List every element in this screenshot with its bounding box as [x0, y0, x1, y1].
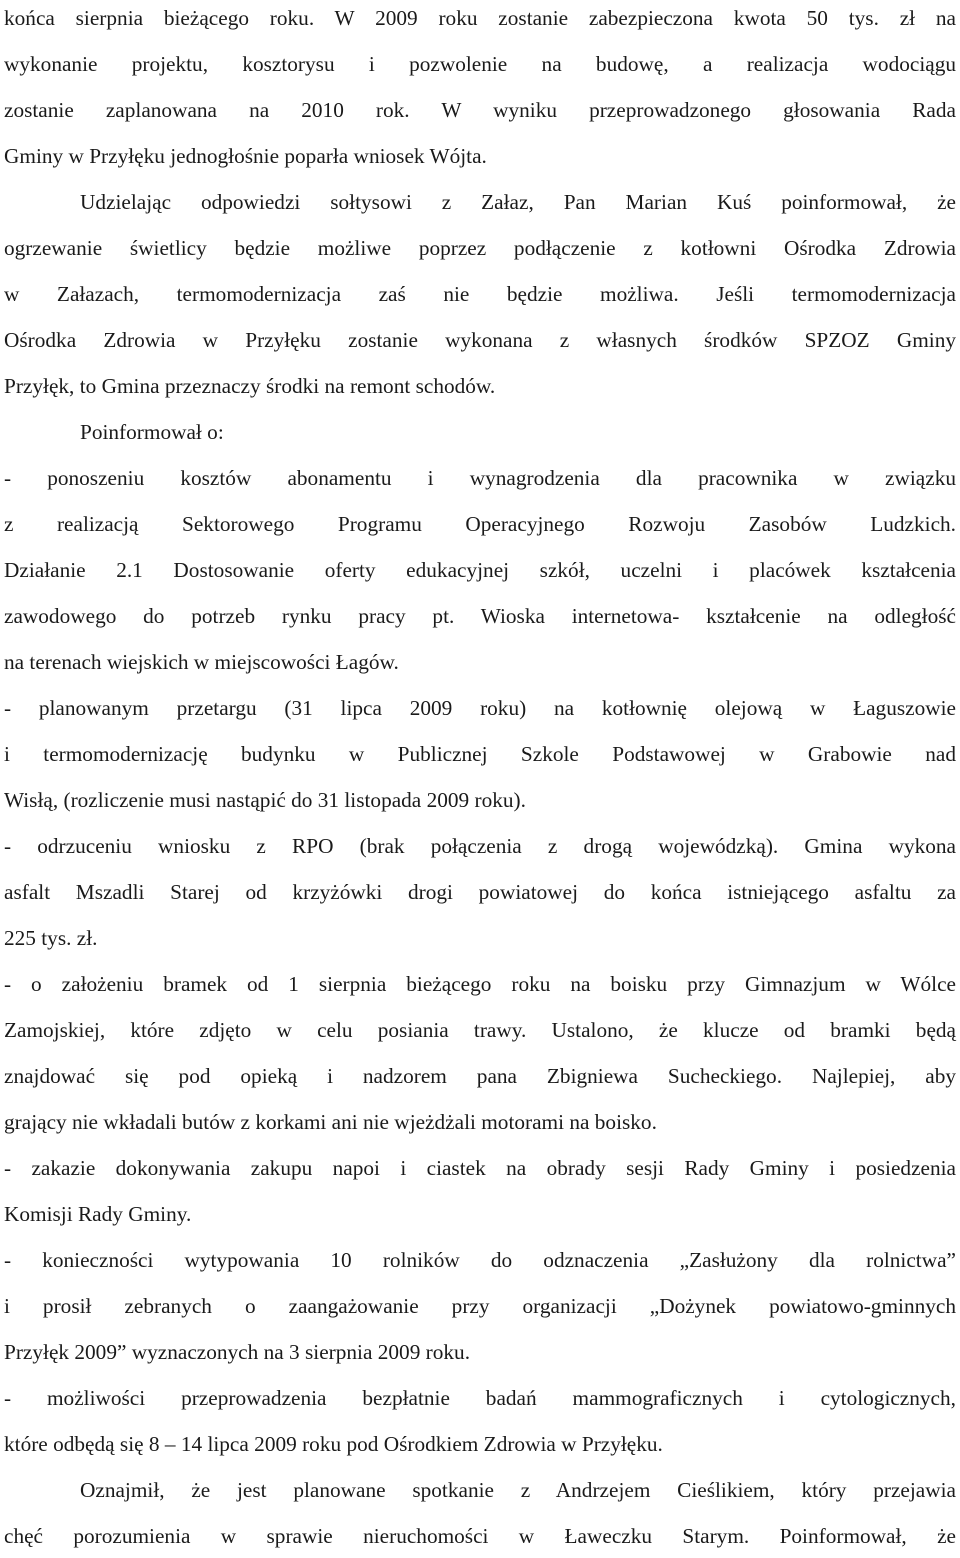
text-line: Wisłą, (rozliczenie musi nastąpić do 31 listopada 2009 roku).: [4, 788, 526, 812]
paragraph-start-line: Oznajmił, że jest planowane spotkanie z Andrzejem Cieślikiem, który przejawia: [80, 1478, 956, 1502]
list-item-line: - możliwości przeprowadzenia bezpłatnie badań mammograficznych i cytologicznych,: [4, 1386, 956, 1410]
text-line: Przyłęk, to Gmina przeznaczy środki na remont schodów.: [4, 374, 496, 398]
text-line: ogrzewanie świetlicy będzie możliwe poprzez podłączenie z kotłowni Ośrodka Zdrowia: [4, 236, 956, 260]
text-line: na terenach wiejskich w miejscowości Łagów.: [4, 650, 399, 674]
text-line: Zamojskiej, które zdjęto w celu posiania trawy. Ustalono, że klucze od bramki będą: [4, 1018, 956, 1042]
text-line: grający nie wkładali butów z korkami ani nie wjeżdżali motorami na boisko.: [4, 1110, 657, 1134]
text-line: asfalt Mszadli Starej od krzyżówki drogi powiatowej do końca istniejącego asfaltu za: [4, 880, 956, 904]
text-line: Gminy w Przyłęku jednogłośnie poparła wniosek Wójta.: [4, 144, 487, 168]
paragraph-start-line: Udzielając odpowiedzi sołtysowi z Załaz, Pan Marian Kuś poinformował, że: [80, 190, 956, 214]
list-item-line: - odrzuceniu wniosku z RPO (brak połączenia z drogą wojewódzką). Gmina wykona: [4, 834, 956, 858]
list-item-line: - planowanym przetargu (31 lipca 2009 roku) na kotłownię olejową w Łaguszowie: [4, 696, 956, 720]
text-line: chęć porozumienia w sprawie nieruchomości w Ławeczku Starym. Poinformował, że: [4, 1524, 956, 1548]
list-item-line: - o założeniu bramek od 1 sierpnia bieżącego roku na boisku przy Gimnazjum w Wólce: [4, 972, 956, 996]
text-line: Działanie 2.1 Dostosowanie oferty edukacyjnej szkół, uczelni i placówek kształcenia: [4, 558, 956, 582]
text-line: Komisji Rady Gminy.: [4, 1202, 192, 1226]
text-line: w Załazach, termomodernizacja zaś nie będzie możliwa. Jeśli termomodernizacja: [4, 282, 956, 306]
text-line: znajdować się pod opieką i nadzorem pana Zbigniewa Sucheckiego. Najlepiej, aby: [4, 1064, 956, 1088]
text-line: zawodowego do potrzeb rynku pracy pt. Wioska internetowa- kształcenie na odległość: [4, 604, 956, 628]
list-item-line: - zakazie dokonywania zakupu napoi i ciastek na obrady sesji Rady Gminy i posiedzenia: [4, 1156, 956, 1180]
text-line: i termomodernizację budynku w Publicznej Szkole Podstawowej w Grabowie nad: [4, 742, 956, 766]
text-line: które odbędą się 8 – 14 lipca 2009 roku pod Ośrodkiem Zdrowia w Przyłęku.: [4, 1432, 663, 1456]
text-line: 225 tys. zł.: [4, 926, 98, 950]
list-item-line: - konieczności wytypowania 10 rolników do odznaczenia „Zasłużony dla rolnictwa”: [4, 1248, 956, 1272]
list-item-line: - ponoszeniu kosztów abonamentu i wynagrodzenia dla pracownika w związku: [4, 466, 956, 490]
text-line: Przyłęk 2009” wyznaczonych na 3 sierpnia 2009 roku.: [4, 1340, 471, 1364]
text-line: końca sierpnia bieżącego roku. W 2009 roku zostanie zabezpieczona kwota 50 tys. zł na: [4, 6, 956, 30]
text-line: i prosił zebranych o zaangażowanie przy organizacji „Dożynek powiatowo-gminnych: [4, 1294, 956, 1318]
text-line: Ośrodka Zdrowia w Przyłęku zostanie wykonana z własnych środków SPZOZ Gminy: [4, 328, 956, 352]
list-heading: Poinformował o:: [80, 420, 224, 444]
text-line: z realizacją Sektorowego Programu Operacyjnego Rozwoju Zasobów Ludzkich.: [4, 512, 956, 536]
text-line: zostanie zaplanowana na 2010 rok. W wyniku przeprowadzonego głosowania Rada: [4, 98, 956, 122]
text-line: wykonanie projektu, kosztorysu i pozwolenie na budowę, a realizacja wodociągu: [4, 52, 956, 76]
